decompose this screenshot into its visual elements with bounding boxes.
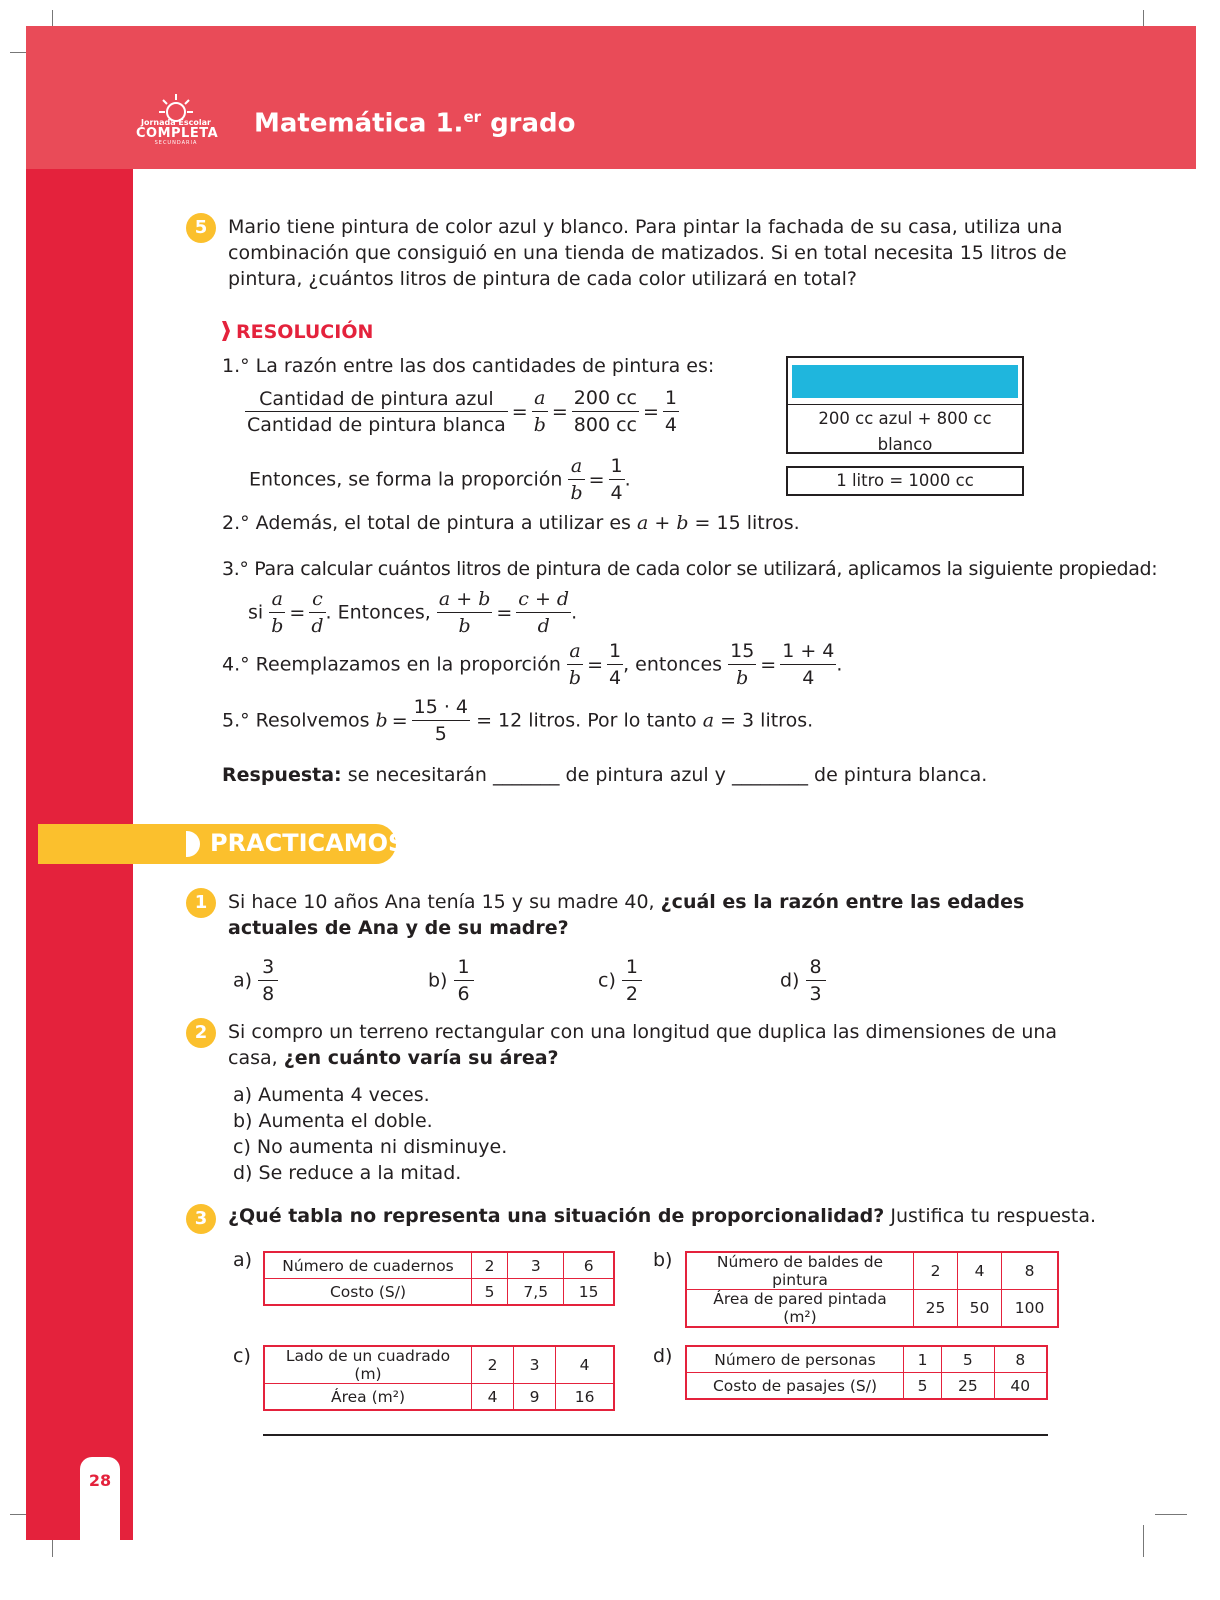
table-row: Costo de pasajes (S/) 5 25 40 [686, 1373, 1047, 1400]
question-2-options [233, 1082, 507, 1186]
step-5: 5.° Resolvemos b = $\frac{15 \cdot 4}{5}$ = 12 litros. Por lo tanto a = 3 litros. [222, 696, 814, 745]
question-2-text: Si compro un terreno rectangular con una longitud que duplica las dimensiones de una casa, ¿en cuánto varía su área? [228, 1021, 1058, 1069]
table-row: Número de cuadernos 2 3 6 [264, 1252, 614, 1279]
table-d-label: d) [653, 1345, 673, 1367]
table-a-label: a) [233, 1249, 253, 1271]
ratio-equation: $\frac{\text{Cantidad de pintura azul}}{\text{Cantidad de pintura blanca}}$ = $\frac{a}{b}$ = $\frac{200 cc}{800 cc}$ = $\frac{1}{4}$ [247, 387, 677, 436]
table-row: Lado de un cuadrado (m) 2 3 4 [264, 1346, 614, 1384]
problem-text: Mario tiene pintura de color azul y blanco. Para pintar la fachada de su casa, utiliza una combinación que consiguió en una tienda de matizados. Si en total necesita 15 litros de pintura, ¿cuántos litros de pintura de cada color utilizará en total? [228, 216, 1067, 290]
table-c [263, 1345, 615, 1411]
question-3-text: ¿Qué tabla no representa una situación de proporcionalidad? Justifica tu respuesta. [228, 1205, 1097, 1227]
table-b [685, 1251, 1059, 1328]
crop-mark [1155, 1514, 1187, 1515]
question-1-option-c[interactable]: c) $\frac{1}{2}$ [598, 955, 642, 1006]
step-4: 4.° Reemplazamos en la proporción $\frac{a}{b}$ = $\frac{1}{4}$ , entonces $\frac{15}{b}$ = $\frac{1 + 4}{4}$ . [222, 640, 843, 689]
crop-mark [1143, 1525, 1144, 1557]
logo-line3: SECUNDARIA [154, 140, 198, 146]
table-row: Área (m²) 4 9 16 [264, 1384, 614, 1411]
paint-mix-box [786, 356, 1024, 454]
table-row: Costo (S/) 5 7,5 15 [264, 1279, 614, 1306]
problem-number-badge: 5 [186, 213, 216, 243]
table-row: Número de baldes de pintura 2 4 8 [686, 1252, 1058, 1290]
question-3-badge: 3 [186, 1204, 216, 1234]
justification-answer-line[interactable] [263, 1434, 1048, 1436]
question-1-option-a[interactable]: a) $\frac{3}{8}$ [233, 955, 278, 1006]
question-2-badge: 2 [186, 1018, 216, 1048]
answer-line: Respuesta: se necesitarán _______ de pintura azul y ________ de pintura blanca. [222, 764, 988, 786]
question-2-option-c[interactable]: c) No aumenta ni disminuye. [233, 1136, 508, 1158]
question-2-option-b[interactable]: b) Aumenta el doble. [233, 1110, 433, 1132]
logo-line2: COMPLETA [136, 126, 219, 141]
paint-mix-text: 200 cc azul + 800 cc blanco [818, 409, 992, 454]
chevron-right-icon [222, 321, 230, 341]
question-1-badge: 1 [186, 888, 216, 918]
property-equation: si $\frac{a}{b}$ = $\frac{c}{d}$ . Entonces, $\frac{a + b}{b}$ = $\frac{c + d}{d}$ . [248, 588, 578, 637]
blue-paint-swatch [792, 365, 1018, 398]
question-1-text: Si hace 10 años Ana tenía 15 y su madre 40, ¿cuál es la razón entre las edades actuales de Ana y de su madre? [228, 891, 1025, 939]
question-1-option-b[interactable]: b) $\frac{1}{6}$ [428, 955, 474, 1006]
logo-line1: Jornada Escolar [141, 118, 211, 127]
resolucion-heading: RESOLUCIÓN [222, 321, 373, 343]
page-number: 28 [88, 1471, 112, 1490]
table-a [263, 1251, 615, 1306]
table-b-label: b) [653, 1249, 673, 1271]
step-2: 2.° Además, el total de pintura a utilizar es a + b = 15 litros. [222, 512, 800, 534]
table-d [685, 1345, 1048, 1400]
step-1: 1.° La razón entre las dos cantidades de pintura es: [222, 355, 715, 377]
liter-conversion-box: 1 litro = 1000 cc [786, 466, 1024, 496]
page-title: Matemática 1.$^{er}$ grado [254, 108, 576, 139]
step-3: 3.° Para calcular cuántos litros de pintura de cada color se utilizará, aplicamos la siguiente propiedad: [222, 558, 1158, 580]
question-2-option-d[interactable]: d) Se reduce a la mitad. [233, 1162, 462, 1184]
table-c-label: c) [233, 1345, 251, 1367]
table-row: Número de personas 1 5 8 [686, 1346, 1047, 1373]
table-row: Área de pared pintada (m²) 25 50 100 [686, 1290, 1058, 1328]
practicamos-label: PRACTICAMOS [210, 829, 406, 857]
question-1-option-d[interactable]: d) $\frac{8}{3}$ [780, 955, 826, 1006]
logo [136, 92, 219, 152]
question-2-option-a[interactable]: a) Aumenta 4 veces. [233, 1084, 430, 1106]
proportion-line: Entonces, se forma la proporción $\frac{a}{b}$ = $\frac{1}{4}$ . [249, 455, 631, 504]
